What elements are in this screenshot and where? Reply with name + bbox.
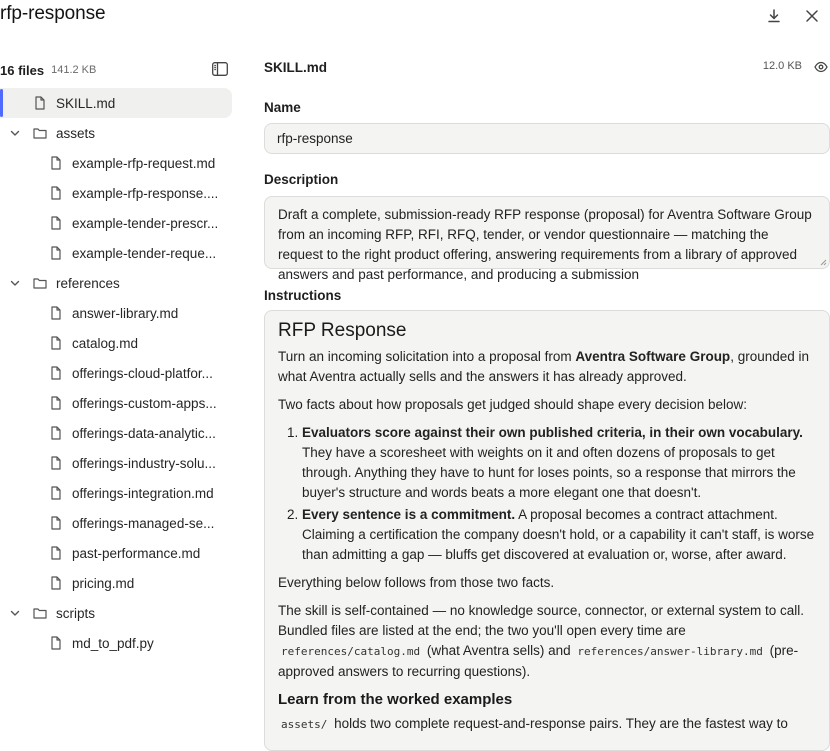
folder-icon bbox=[33, 606, 47, 620]
file-icon bbox=[49, 216, 63, 230]
tree-file-label: example-tender-reque... bbox=[72, 245, 217, 261]
file-header bbox=[264, 56, 830, 78]
instructions-paragraph: Everything below follows from those two facts. bbox=[278, 575, 555, 590]
tree-file-label: offerings-cloud-platfor... bbox=[72, 365, 213, 381]
description-label: Description bbox=[264, 172, 339, 187]
tree-file[interactable] bbox=[0, 178, 240, 208]
files-header bbox=[0, 60, 232, 80]
instructions-label: Instructions bbox=[264, 288, 342, 303]
download-icon[interactable] bbox=[764, 6, 784, 26]
tree-file[interactable] bbox=[0, 328, 240, 358]
file-icon bbox=[49, 366, 63, 380]
description-text: Draft a complete, submission-ready RFP response (proposal) for Aventra Software Group from an incoming RFP, RFI, RFQ, tender, or vendor questionnaire — matching the request to the right product offering, answering requirements from a library of approved answers and past performance, and producing a submission bbox=[278, 207, 812, 282]
tree-file[interactable] bbox=[0, 208, 240, 238]
tree-file[interactable] bbox=[0, 448, 240, 478]
instructions-paragraph: Two facts about how proposals get judged should shape every decision below: bbox=[278, 397, 748, 412]
instructions-list bbox=[302, 423, 816, 565]
tree-file-label: answer-library.md bbox=[72, 305, 179, 321]
tree-folder-label: scripts bbox=[56, 605, 96, 621]
instructions-subheading: Learn from the worked examples bbox=[278, 691, 513, 708]
tree-file[interactable] bbox=[0, 628, 240, 658]
instructions-paragraph: The skill is self-contained — no knowledge source, connector, or external system to call. Bundled files are listed at the end; the two you'll open every time are references/catalog.md (what Aventra sells) and references/answer-library.md (pre-approved answers to recurring questions). bbox=[278, 603, 804, 679]
tree-file[interactable] bbox=[0, 358, 240, 388]
file-icon bbox=[49, 306, 63, 320]
list-item: 1. Evaluators score against their own published criteria, in their own vocabulary. They have a scoresheet with weights on it and often dozens of proposals to get through. Anything they have to hunt for loses points, so a response that mirrors the buyer's structure and words beats a more elegant one that doesn't. bbox=[302, 423, 816, 503]
tree-file-label: SKILL.md bbox=[56, 95, 116, 111]
tree-file-label: offerings-custom-apps... bbox=[72, 395, 217, 411]
top-actions bbox=[764, 6, 822, 26]
tree-file-skill-md[interactable] bbox=[0, 88, 232, 118]
file-sidebar bbox=[0, 56, 240, 751]
instructions-paragraph: assets/ holds two complete request-and-response pairs. They are the fastest way to bbox=[281, 716, 788, 731]
tree-file-label: example-rfp-request.md bbox=[72, 155, 216, 171]
tree-file-label: past-performance.md bbox=[72, 545, 201, 561]
file-icon bbox=[49, 336, 63, 350]
chevron-down-icon[interactable] bbox=[9, 127, 21, 139]
folder-icon bbox=[33, 276, 47, 290]
resize-grip-icon[interactable] bbox=[819, 258, 827, 266]
file-icon bbox=[49, 486, 63, 500]
tree-file[interactable] bbox=[0, 238, 240, 268]
tree-file[interactable] bbox=[0, 298, 240, 328]
tree-file[interactable] bbox=[0, 478, 240, 508]
tree-file[interactable] bbox=[0, 418, 240, 448]
file-viewer bbox=[264, 56, 830, 731]
tree-folder-assets[interactable] bbox=[0, 118, 240, 148]
file-name: SKILL.md bbox=[264, 59, 327, 75]
tree-file[interactable] bbox=[0, 148, 240, 178]
name-input[interactable] bbox=[264, 123, 830, 154]
file-icon bbox=[33, 96, 47, 110]
file-icon bbox=[49, 456, 63, 470]
file-icon bbox=[49, 516, 63, 530]
file-icon bbox=[49, 576, 63, 590]
tree-folder-scripts[interactable] bbox=[0, 598, 240, 628]
tree-folder-label: assets bbox=[56, 125, 96, 141]
tree-file-label: catalog.md bbox=[72, 335, 139, 351]
instructions-heading: RFP Response bbox=[278, 320, 407, 341]
tree-file-label: example-rfp-response.... bbox=[72, 185, 219, 201]
file-size: 12.0 KB bbox=[762, 60, 802, 72]
tree-folder-label: references bbox=[56, 275, 120, 291]
file-icon bbox=[49, 546, 63, 560]
instructions-paragraph: Turn an incoming solicitation into a proposal from Aventra Software Group, grounded in what Aventra actually sells and the answers it has already approved. bbox=[278, 349, 809, 384]
folder-icon bbox=[33, 126, 47, 140]
file-icon bbox=[49, 396, 63, 410]
tree-file-label: offerings-industry-solu... bbox=[72, 455, 216, 471]
tree-file-label: pricing.md bbox=[72, 575, 135, 591]
name-label: Name bbox=[264, 100, 301, 115]
file-icon bbox=[49, 186, 63, 200]
file-icon bbox=[49, 246, 63, 260]
list-item: 2. Every sentence is a commitment. A proposal becomes a contract attachment. Claiming a certification the company doesn't hold, or a capability it can't staff, is worse than admitting a gap — bluffs get discovered at evaluation or, worse, after award. bbox=[302, 505, 816, 565]
files-count: 16 files bbox=[0, 62, 45, 78]
chevron-down-icon[interactable] bbox=[9, 607, 21, 619]
window-title: rfp-response bbox=[0, 3, 106, 24]
tree-file[interactable] bbox=[0, 388, 240, 418]
close-icon[interactable] bbox=[802, 6, 822, 26]
tree-file-label: offerings-data-analytic... bbox=[72, 425, 216, 441]
tree-folder-references[interactable] bbox=[0, 268, 240, 298]
instructions-content[interactable] bbox=[264, 310, 830, 751]
tree-file-label: offerings-integration.md bbox=[72, 485, 214, 501]
file-icon bbox=[49, 636, 63, 650]
chevron-down-icon[interactable] bbox=[9, 277, 21, 289]
file-tree bbox=[0, 88, 240, 658]
tree-file[interactable] bbox=[0, 508, 240, 538]
tree-file-label: md_to_pdf.py bbox=[72, 635, 154, 651]
files-size: 141.2 KB bbox=[51, 64, 97, 76]
tree-file-label: offerings-managed-se... bbox=[72, 515, 215, 531]
eye-icon[interactable] bbox=[814, 60, 828, 72]
description-textarea[interactable] bbox=[264, 196, 830, 282]
tree-file-label: example-tender-prescr... bbox=[72, 215, 219, 231]
tree-file[interactable] bbox=[0, 568, 240, 598]
tree-file[interactable] bbox=[0, 538, 240, 568]
file-icon bbox=[49, 156, 63, 170]
file-icon bbox=[49, 426, 63, 440]
sidebar-panel-icon[interactable] bbox=[212, 62, 228, 76]
